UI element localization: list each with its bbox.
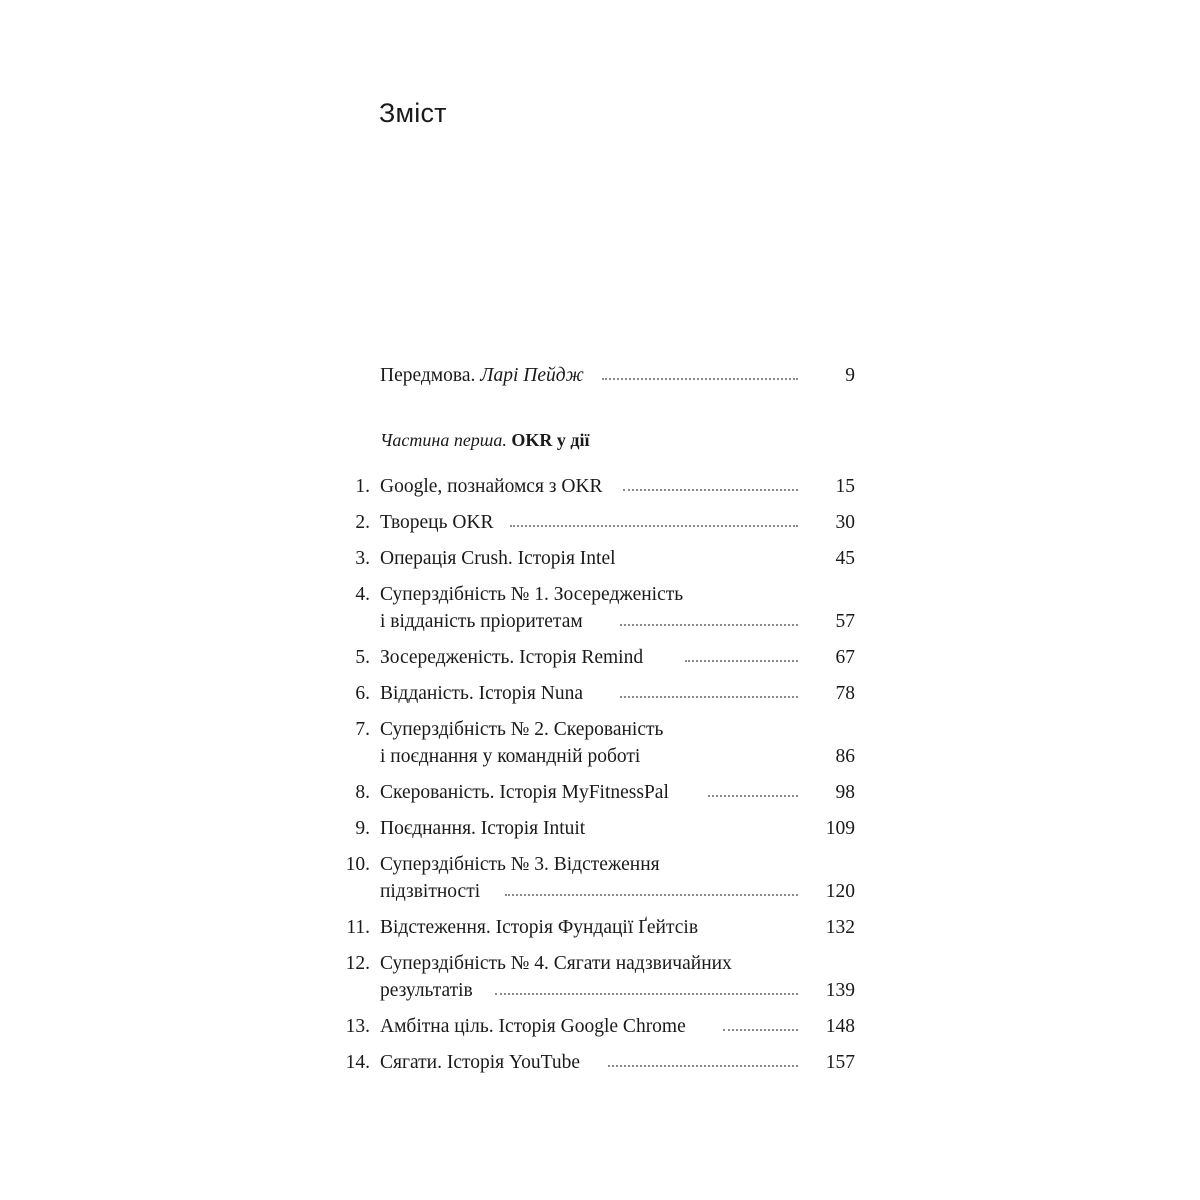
toc-entry-8[interactable] (340, 779, 860, 807)
toc-number: 5. (355, 647, 370, 668)
dot-leader (620, 693, 798, 698)
dot-leader (495, 990, 798, 995)
toc-number: 2. (355, 512, 370, 533)
toc-page-number: 45 (835, 548, 855, 569)
part-title: OKR у дії (511, 430, 590, 450)
toc-entry-text: Зосередженість. Історія Remind (380, 647, 644, 668)
toc-number: 7. (355, 719, 370, 740)
dot-leader (723, 1026, 798, 1031)
preface-author: Ларі Пейдж (480, 365, 584, 386)
toc-entry-text: Суперздібність № 4. Сягати надзвичайних (380, 953, 732, 974)
toc-number: 10. (345, 854, 370, 875)
toc-page-number: 15 (835, 476, 855, 497)
dot-leader (602, 375, 798, 380)
toc-page-number: 139 (825, 980, 855, 1001)
toc-entry-text-cont: результатів (380, 980, 473, 1001)
toc-number: 14. (345, 1052, 370, 1073)
toc-page-number: 148 (825, 1016, 855, 1037)
dot-leader (505, 891, 798, 896)
toc-entry-text: Скерованість. Історія MyFitnessPal (380, 782, 669, 803)
toc-number: 12. (345, 953, 370, 974)
toc-number: 6. (355, 683, 370, 704)
toc-number: 9. (355, 818, 370, 839)
toc-number: 11. (346, 917, 370, 938)
dot-leader (620, 621, 798, 626)
toc-entry-12[interactable] (340, 950, 860, 978)
toc-entry-7-page (340, 743, 860, 771)
toc-entry-text: Сягати. Історія YouTube (380, 1052, 581, 1073)
toc-entry-text: Google, познайомся з OKR (380, 476, 603, 497)
toc-entry-text-cont: підзвітності (380, 881, 481, 902)
toc-number: 13. (345, 1016, 370, 1037)
toc-entry-text: Суперздібність № 1. Зосередженість (380, 584, 684, 605)
toc-entry-preface[interactable] (340, 362, 860, 390)
toc-page-number: 120 (825, 881, 855, 902)
toc-entry-10-cont[interactable] (340, 878, 860, 906)
toc-entry-9[interactable] (340, 815, 860, 843)
toc-entry-text: Відданість. Історія Nuna (380, 683, 584, 704)
toc-page-number: 30 (835, 512, 855, 533)
dot-leader (608, 1062, 798, 1067)
toc-entry-text: Передмова. Ларі Пейдж (380, 365, 584, 386)
toc-entry-text: Амбітна ціль. Історія Google Chrome (380, 1016, 686, 1037)
dot-leader (685, 657, 798, 662)
toc-entry-text: Операція Crush. Історія Intel (380, 548, 616, 569)
toc-entry-10[interactable] (340, 851, 860, 879)
dot-leader (708, 792, 798, 797)
dot-leader (510, 522, 798, 527)
page-title: Зміст (379, 98, 447, 128)
toc-entry-text: Суперздібність № 3. Відстеження (380, 854, 660, 875)
part-label: Частина перша. (380, 430, 507, 450)
toc-entry-6[interactable] (340, 680, 860, 708)
toc-entry-1[interactable] (340, 473, 860, 501)
toc-entry-3[interactable] (340, 545, 860, 573)
toc-page-number: 57 (835, 611, 855, 632)
toc-entry-text-cont: і відданість пріоритетам (380, 611, 583, 632)
toc-page-number: 86 (835, 746, 855, 767)
toc-number: 8. (355, 782, 370, 803)
toc-entry-7[interactable] (340, 716, 860, 744)
toc-page-number: 157 (825, 1052, 855, 1073)
toc-page-number: 9 (845, 365, 855, 386)
toc-number: 3. (355, 548, 370, 569)
toc-entry-11[interactable] (340, 914, 860, 942)
toc-number: 1. (355, 476, 370, 497)
toc-page-number: 67 (835, 647, 855, 668)
toc-entry-13[interactable] (340, 1013, 860, 1041)
toc-entry-4-cont[interactable] (340, 608, 860, 636)
toc-page-number: 109 (825, 818, 855, 839)
toc-page-number: 98 (835, 782, 855, 803)
dot-leader (623, 486, 798, 491)
part-heading (380, 426, 590, 454)
toc-page-number: 132 (825, 917, 855, 938)
toc-entry-text: Суперздібність № 2. Скерованість (380, 719, 664, 740)
toc-entry-4[interactable] (340, 581, 860, 609)
toc-entry-text: Відстеження. Історія Фундації Ґейтсів (380, 917, 699, 938)
toc-entry-text: Творець OKR (380, 512, 494, 533)
toc-entry-2[interactable] (340, 509, 860, 537)
toc-entry-14[interactable] (340, 1049, 860, 1077)
toc-entry-text-cont: і поєднання у командній роботі (380, 746, 641, 767)
toc-number: 4. (355, 584, 370, 605)
toc-entry-5[interactable] (340, 644, 860, 672)
toc-entry-12-cont[interactable] (340, 977, 860, 1005)
toc-page-number: 78 (835, 683, 855, 704)
toc-entry-text: Поєднання. Історія Intuit (380, 818, 586, 839)
